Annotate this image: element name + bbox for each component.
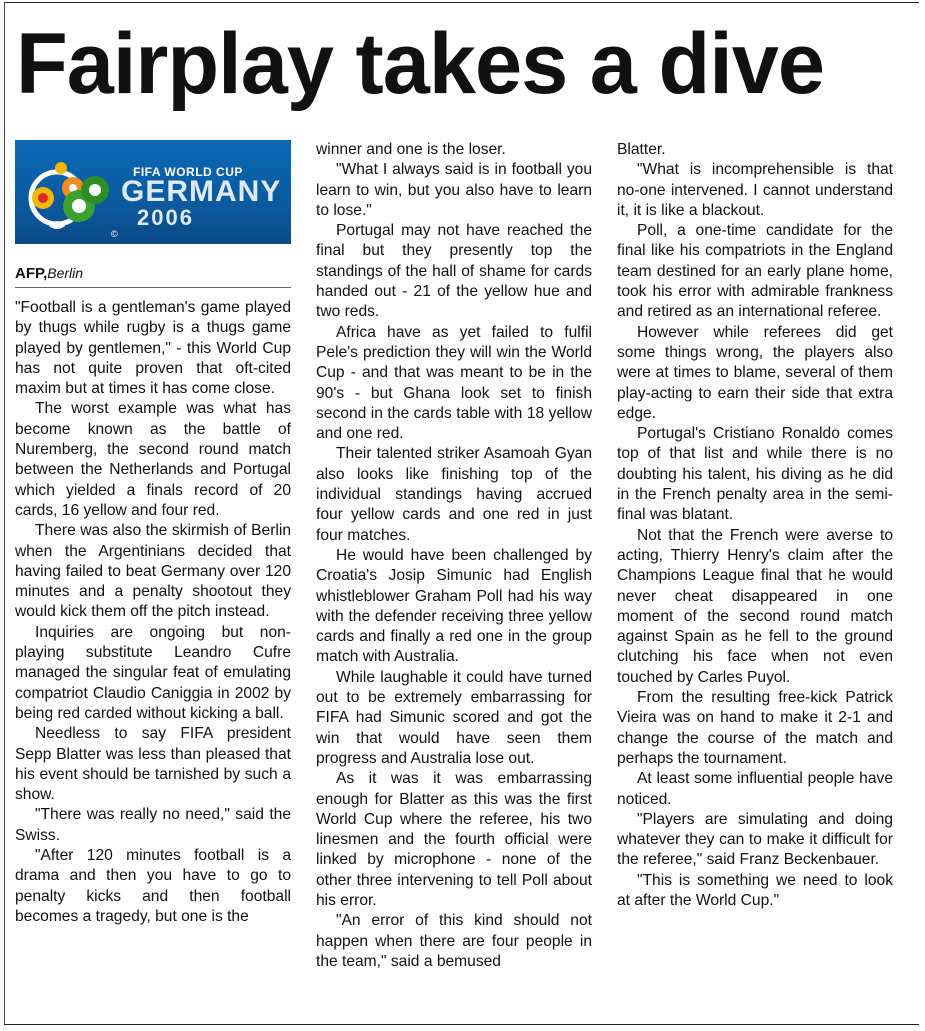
paragraph: Portugal's Cristiano Ronaldo comes top of that list and while there is no doubting his talent, his diving as he did in the French penalty area in the semi-final was blatant.	[617, 425, 893, 524]
logo-copyright: ©	[111, 229, 118, 239]
paragraph: While laughable it could have turned out to be extremely embarrassing for FIFA had Simunic scored and got the win that would have seen them progress and Australia lose out.	[316, 668, 592, 767]
paragraph: Their talented striker Asamoah Gyan also looks like finishing top of the individual standings having accrued four yellow cards and one red in just four matches.	[316, 445, 592, 544]
paragraph: From the resulting free-kick Patrick Vieira was on hand to make it 2-1 and change the course of the match and perhaps the tournament.	[617, 689, 893, 767]
byline-city: Berlin	[47, 265, 84, 281]
paragraph: "Football is a gentleman's game played by thugs while rugby is a thugs game played by gentlemen," - this World Cup has not quite proven that oft-cited maxim but at times it has come close.	[15, 299, 291, 398]
top-rule	[4, 2, 919, 3]
paragraph: "What I always said is in football you learn to win, but you also have to learn to lose."	[316, 161, 592, 219]
paragraph: "An error of this kind should not happen when there are four people in the team," said a bemused	[316, 912, 592, 970]
world-cup-logo	[15, 140, 291, 244]
article-column-3	[617, 140, 893, 911]
paragraph: "After 120 minutes football is a drama and then you have to go to penalty kicks and then football becomes a tragedy, but one is the	[15, 847, 291, 925]
paragraph: "This is something we need to look at after the World Cup."	[617, 871, 893, 909]
article-column-2	[316, 140, 592, 972]
paragraph: winner and one is the loser.	[316, 141, 506, 158]
paragraph: Not that the French were averse to acting, Thierry Henry's claim after the Champions League final that he would never cheat disappeared in one moment of the second round match against Spain as he fell to the ground clutching his face when not even touched by Carles Puyol.	[617, 526, 893, 686]
paragraph: Portugal may not have reached the final but they presently top the standings of the hall of shame for cards handed out - 21 of the yellow hue and two reds.	[316, 222, 592, 321]
byline-divider	[15, 287, 291, 288]
paragraph: There was also the skirmish of Berlin when the Argentinians decided that having failed to beat Germany over 120 minutes and a penalty shootout they would kick them off the pitch instead.	[15, 522, 291, 621]
byline	[15, 264, 291, 283]
paragraph: Poll, a one-time candidate for the final like his compatriots in the England team destined for an early plane home, took his error with admirable frankness and retired as an international referee.	[617, 222, 893, 321]
paragraph: However while referees did get some things wrong, the players also were at times to blame, several of them play-acting to earn their side that extra edge.	[617, 323, 893, 422]
paragraph: He would have been challenged by Croatia's Josip Simunic had English whistleblower Graham Poll had his way with the defender receiving three yellow cards and finally a red one in the group match with Australia.	[316, 546, 592, 666]
paragraph: Blatter.	[617, 141, 666, 158]
logo-fifa-text: FIFA WORLD CUP	[133, 165, 243, 179]
paragraph: "Players are simulating and doing whatever they can to make it difficult for the referee," said Franz Beckenbauer.	[617, 810, 893, 869]
paragraph: Needless to say FIFA president Sepp Blatter was less than pleased that his event should be tarnished by such a show.	[15, 725, 291, 804]
paragraph: Inquiries are ongoing but non-playing substitute Leandro Cufre managed the singular feat of emulating compatriot Claudio Caniggia in 2002 by being red carded without kicking a ball.	[15, 623, 291, 722]
logo-germany-text: GERMANY	[121, 175, 282, 208]
paragraph: "What is incomprehensible is that no-one intervened. I cannot understand it, it is like a blackout.	[617, 161, 893, 219]
bottom-rule	[4, 1024, 919, 1025]
paragraph: Africa have as yet failed to fulfil Pele's prediction they will win the World Cup - and that was meant to be in the 90's - but Ghana look set to finish second in the cards table with 18 yellow and one red.	[316, 323, 592, 443]
left-rule	[4, 2, 5, 1025]
article-column-1	[15, 140, 291, 927]
paragraph: At least some influential people have noticed.	[617, 770, 893, 808]
headline: Fairplay takes a dive	[16, 16, 825, 112]
paragraph: As it was it was embarrassing enough for Blatter as this was the first World Cup where the referee, his two linesmen and the fourth official were linked by microphone - none of the other three intervening to tell Poll about his error.	[316, 770, 592, 909]
paragraph: The worst example was what has become known as the battle of Nuremberg, the second round match between the Netherlands and Portugal which yielded a finals record of 20 cards, 16 yellow and four red.	[15, 400, 291, 519]
paragraph: "There was really no need," said the Swiss.	[15, 806, 291, 844]
byline-agency: AFP,	[15, 265, 48, 282]
logo-year-text: 2006	[137, 205, 194, 230]
